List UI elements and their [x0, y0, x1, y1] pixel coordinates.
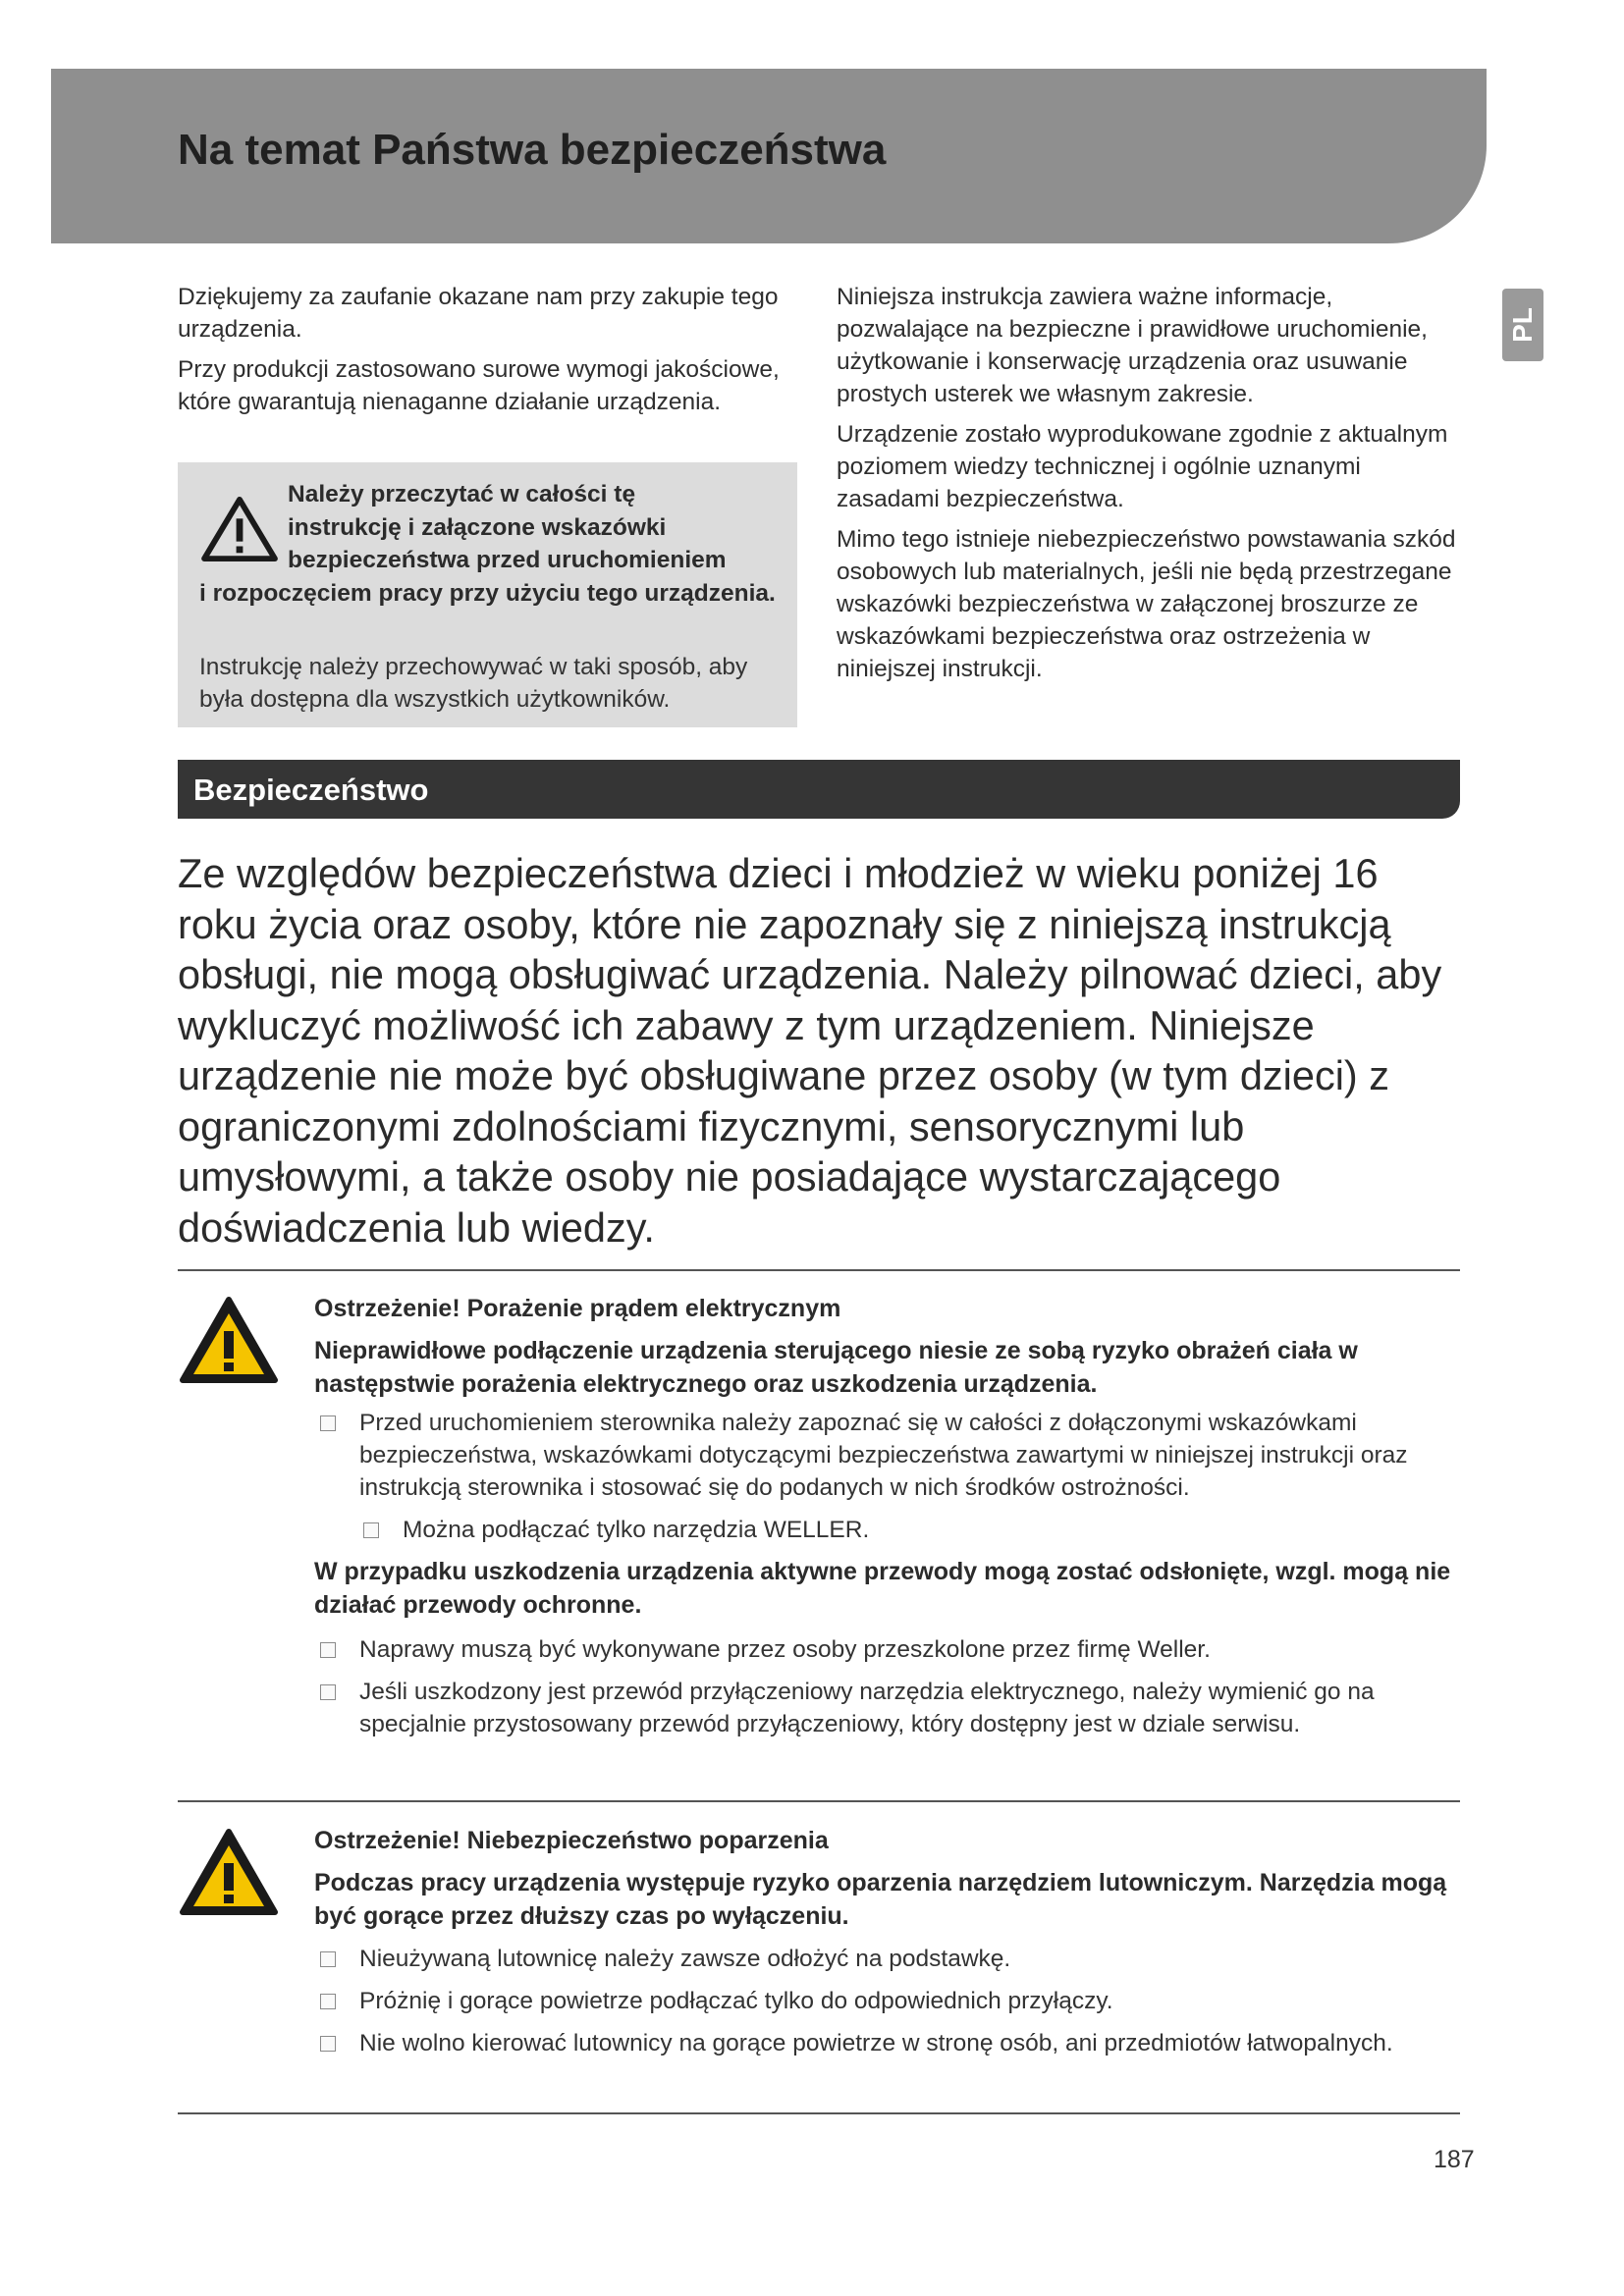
language-tab-label: PL: [1507, 307, 1538, 343]
warning-bold-text: W przypadku uszkodzenia urządzenia aktywne przewody mogą zostać odsłonięte, wzgl. mogą nie działać przewody ochronne.: [314, 1558, 1451, 1619]
warning-title: Ostrzeżenie! Porażenie prądem elektrycznym: [314, 1295, 841, 1322]
intro-quality: Przy produkcji zastosowano surowe wymogi jakościowe, które gwarantują nienaganne działanie urządzenia.: [178, 356, 780, 415]
list-item-text: Próżnię i gorące powietrze podłączać tylko do odpowiednich przyłączy.: [359, 1988, 1113, 2014]
section-header: [178, 760, 1460, 819]
page-number: 187: [1434, 2146, 1475, 2173]
list-item-text: Można podłączać tylko narzędzia WELLER.: [403, 1517, 870, 1543]
notice-bold-line: instrukcję i załączone wskazówki: [288, 513, 667, 541]
checkbox-bullet-icon: [363, 1522, 379, 1538]
notice-bold-line: i rozpoczęciem pracy przy użyciu tego urządzenia.: [199, 579, 776, 607]
checkbox-bullet-icon: [320, 1951, 336, 1967]
list-item: [314, 1633, 1453, 1666]
bullet-list: [314, 1943, 1453, 2059]
notice-body-text: Instrukcję należy przechowywać w taki sposób, aby była dostępna dla wszystkich użytkowników.: [199, 654, 748, 713]
list-item: [314, 1985, 1453, 2017]
bullet-list: [314, 1407, 1453, 1546]
electric-shock-warning: [314, 1292, 1453, 1750]
intro-info: Niniejsza instrukcja zawiera ważne informacje, pozwalające na bezpieczne i prawidłowe uruchomienie, użytkowanie i konserwację urządzenia oraz usuwanie prostych usterek we własnym zakresie.: [837, 284, 1428, 407]
list-item: [314, 1943, 1453, 1975]
list-item: [314, 2027, 1453, 2059]
notice-bold-line: bezpieczeństwa przed uruchomieniem: [288, 547, 727, 573]
read-instructions-notice: [178, 462, 797, 727]
divider: [178, 1800, 1460, 1802]
warning-bold-text: Podczas pracy urządzenia występuje ryzyko oparzenia narzędziem lutowniczym. Narzędzia mogą być gorące przez dłuższy czas po wyłączeniu.: [314, 1869, 1447, 1930]
list-item-text: Przed uruchomieniem sterownika należy zapoznać się w całości z dołączonymi wskazówkami bezpieczeństwa, wskazówkami dotyczącymi bezpieczeństwa zawartymi w niniejszej instrukcji oraz instrukcją sterownika i stosować się do podanych w nich środków ostrożności.: [359, 1410, 1408, 1501]
warning-icon: [179, 1828, 279, 1916]
warning-title: Ostrzeżenie! Niebezpieczeństwo poparzenia: [314, 1827, 829, 1854]
list-item: [314, 1514, 1453, 1546]
intro-standards: Urządzenie zostało wyprodukowane zgodnie z aktualnym poziomem wiedzy technicznej i ogólnie uznanymi zasadami bezpieczeństwa.: [837, 421, 1448, 512]
intro-right-column: [837, 281, 1465, 693]
intro-left-column: [178, 281, 796, 426]
divider: [178, 2112, 1460, 2114]
divider: [178, 1269, 1460, 1271]
list-item-text: Naprawy muszą być wykonywane przez osoby przeszkolone przez firmę Weller.: [359, 1636, 1211, 1663]
bullet-list: [314, 1633, 1453, 1740]
notice-bold-line: Należy przeczytać w całości tę: [288, 481, 636, 507]
warning-bold-text: Nieprawidłowe podłączenie urządzenia sterującego niesie ze sobą ryzyko obrażeń ciała w następstwie porażenia elektrycznego oraz uszkodzenia urządzenia.: [314, 1337, 1358, 1398]
warning-icon: [179, 1296, 279, 1384]
section-title: Bezpieczeństwo: [193, 773, 429, 807]
page-title: Na temat Państwa bezpieczeństwa: [178, 126, 887, 174]
checkbox-bullet-icon: [320, 2036, 336, 2052]
language-tab: [1502, 289, 1543, 361]
checkbox-bullet-icon: [320, 1684, 336, 1700]
safety-lead-paragraph: Ze względów bezpieczeństwa dzieci i młodzież w wieku poniżej 16 roku życia oraz osoby, które nie zapoznały się z niniejszą instrukcją obsługi, nie mogą obsługiwać urządzenia. Należy pilnować dzieci, aby wykluczyć możliwość ich zabawy z tym urządzeniem. Niniejsze urządzenie nie może być obsługiwane przez osoby (w tym dzieci) z ograniczonymi zdolnościami fizycznymi, sensorycznymi lub umysłowymi, a także osoby nie posiadające wystarczającego doświadczenia lub wiedzy.: [178, 850, 1442, 1251]
checkbox-bullet-icon: [320, 1642, 336, 1658]
list-item-text: Jeśli uszkodzony jest przewód przyłączeniowy narzędzia elektrycznego, należy wymienić go na specjalnie przystosowany przewód przyłączeniowy, który dostępny jest w dziale serwisu.: [359, 1679, 1375, 1737]
list-item: [314, 1407, 1453, 1504]
intro-thanks: Dziękujemy za zaufanie okazane nam przy zakupie tego urządzenia.: [178, 284, 779, 343]
notice-bold-text: [199, 478, 788, 610]
list-item-text: Nie wolno kierować lutownicy na gorące powietrze w stronę osób, ani przedmiotów łatwopalnych.: [359, 2030, 1393, 2056]
list-item-text: Nieużywaną lutownicę należy zawsze odłożyć na podstawkę.: [359, 1946, 1011, 1972]
list-item: [314, 1676, 1453, 1740]
burn-hazard-warning: [314, 1824, 1453, 2069]
intro-risk: Mimo tego istnieje niebezpieczeństwo powstawania szkód osobowych lub materialnych, jeśli nie będą przestrzegane wskazówki bezpieczeństwa w załączonej broszurze ze wskazówkami bezpieczeństwa oraz ostrzeżenia w niniejszej instrukcji.: [837, 526, 1456, 682]
checkbox-bullet-icon: [320, 1415, 336, 1431]
checkbox-bullet-icon: [320, 1994, 336, 2009]
